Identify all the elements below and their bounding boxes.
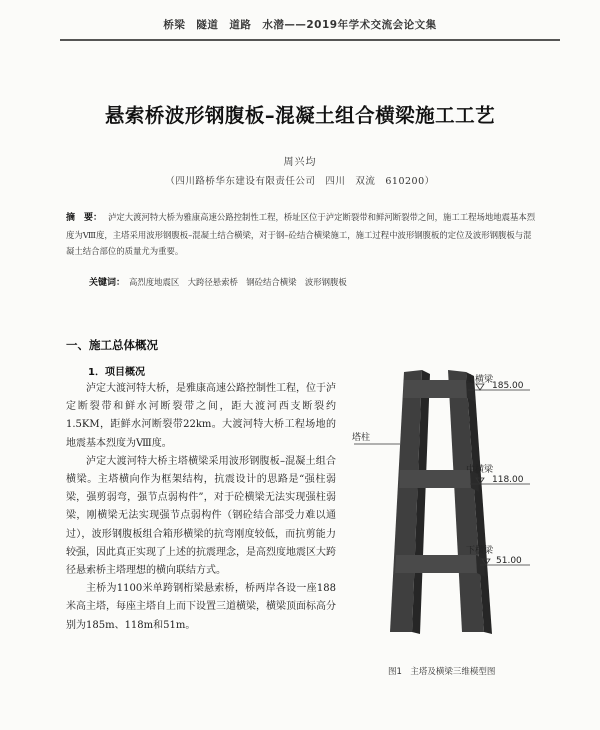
- abstract: [66, 209, 536, 260]
- tower-column-label: 塔柱: [352, 433, 371, 443]
- keywords-label: 关键词：: [89, 278, 126, 288]
- abstract-text: 泸定大渡河特大桥为雅康高速公路控制性工程，桥址区位于泸定断裂带和鲜河断裂带之间，施工工程场地地震基本烈度为Ⅷ度，主塔采用波形钢腹板–混凝土结合横梁，对于钢–砼结合横梁施工，施工过程中波形钢腹板的定位及波形钢腹板与混凝土结合部位的质量尤为重要。: [66, 212, 536, 256]
- affiliation: （四川路桥华东建设有限责任公司 四川 双流 610200）: [165, 176, 435, 187]
- keywords: [89, 275, 529, 288]
- middle-beam-elevation: 118.00: [492, 475, 524, 485]
- subsection-title: 1．项目概况: [88, 367, 145, 378]
- middle-beam: [399, 470, 471, 488]
- paragraph: 主桥为1100米单跨钢桁梁悬索桥，桥两岸各设一座188米高主塔，每座主塔自上而下设置三道横梁，横梁顶面标高分别为185m、118m和51m。: [66, 583, 336, 631]
- paragraph: 泸定大渡河特大桥主塔横梁采用波形钢腹板–混凝土组合横梁。主塔横向作为框架结构，抗震设计的思路是“强柱弱梁，强剪弱弯，强节点弱构件”，对于砼横梁无法实现强柱弱梁，刚横梁无法实现强节点弱构件（钢砼结合部受力难以通过），波形钢腹板组合箱形横梁的抗弯刚度较低，而抗剪能力较强，因此真正实现了上述的抗震理念，是高烈度地震区大跨径悬索桥主塔理想的横向联结方式。: [66, 455, 336, 577]
- tower-model-diagram: [352, 350, 542, 650]
- lower-beam-label: 下横梁: [466, 546, 494, 556]
- upper-beam-label: 上横梁: [466, 375, 494, 385]
- header-rule: [60, 39, 560, 41]
- body-text: [66, 380, 336, 635]
- section-title: 一、施工总体概况: [66, 338, 158, 352]
- upper-elevation-marker: [466, 373, 530, 391]
- figure-caption: 图1 主塔及横梁三维模型图: [388, 667, 496, 677]
- author: 周兴均: [283, 157, 317, 168]
- upper-beam: [403, 380, 467, 398]
- lower-beam: [395, 555, 477, 573]
- tower-label-callout: [352, 431, 400, 444]
- abstract-label: 摘 要：: [66, 213, 103, 223]
- keywords-text: 高烈度地震区 大跨径悬索桥 钢砼结合横梁 波形钢腹板: [129, 277, 347, 287]
- upper-beam-elevation: 185.00: [492, 381, 524, 391]
- lower-beam-elevation: 51.00: [496, 556, 522, 566]
- paragraph: 泸定大渡河特大桥，是雅康高速公路控制性工程，位于泸定断裂带和鲜水河断裂带之间，距大渡河西支断裂约1.5KM，距鲜水河断裂带22km。大渡河特大桥工程场地的地震基本烈度为Ⅷ度。: [66, 383, 336, 449]
- middle-beam-label: 中横梁: [466, 465, 494, 475]
- paper-title: 悬索桥波形钢腹板–混凝土组合横梁施工工艺: [104, 104, 496, 127]
- running-head: 桥梁 隧道 道路 水潜——2019年学术交流会论文集: [163, 19, 437, 31]
- tower-figure: [352, 350, 542, 650]
